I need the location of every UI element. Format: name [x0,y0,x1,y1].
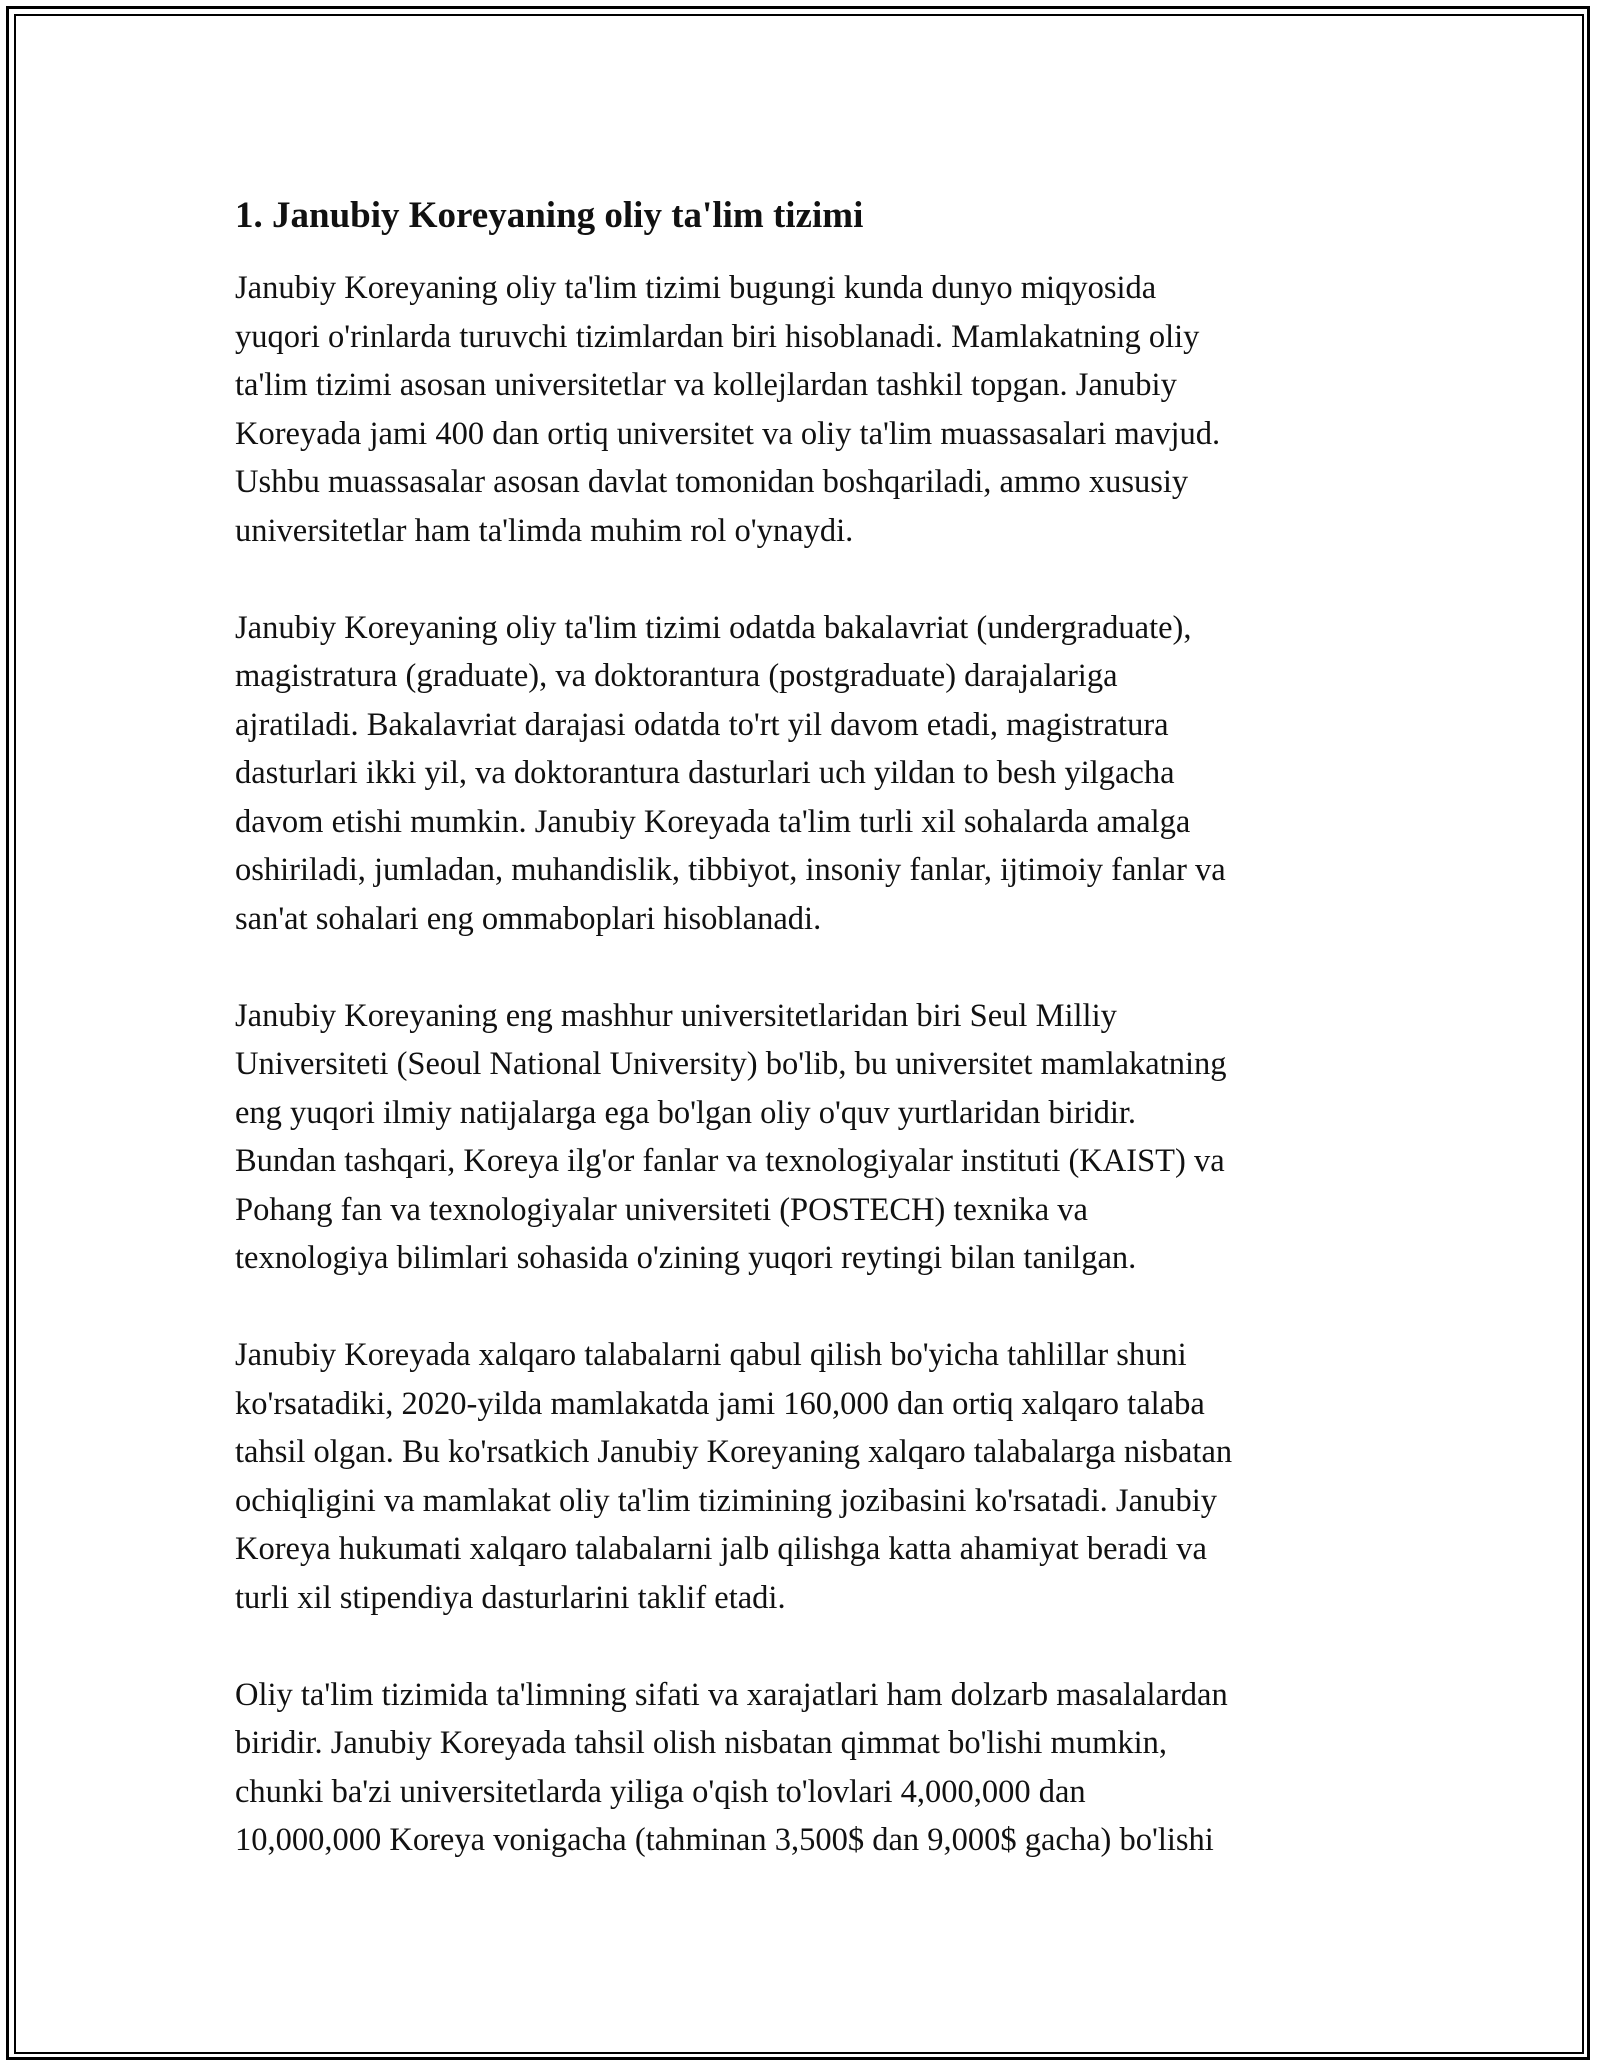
text-line: tahsil olgan. Bu ko'rsatkich Janubiy Koreyaning xalqaro talabalarga nisbatan [235,1434,1233,1470]
text-line: Universiteti (Seoul National University) bo'lib, bu universitet mamlakatning [235,1046,1227,1082]
text-line: san'at sohalari eng ommaboplari hisoblanadi. [235,900,822,937]
paragraph-4 [235,1331,1375,1622]
text-line: universitetlar ham ta'limda muhim rol o'ynaydi. [235,512,854,549]
text-line: biridir. Janubiy Koreyada tahsil olish nisbatan qimmat bo'lishi mumkin, [235,1725,1168,1761]
text-line: Janubiy Koreyaning oliy ta'lim tizimi bugungi kunda dunyo miqyosida [235,270,1157,306]
text-line: eng yuqori ilmiy natijalarga ega bo'lgan oliy o'quv yurtlaridan biridir. [235,1094,1137,1131]
text-line: yuqori o'rinlarda turuvchi tizimlardan biri hisoblanadi. Mamlakatning oliy [235,318,1200,355]
text-line: ta'lim tizimi asosan universitetlar va kollejlardan tashkil topgan. Janubiy [235,367,1177,403]
text-line: Janubiy Koreyada xalqaro talabalarni qabul qilish bo'yicha tahlillar shuni [235,1337,1187,1373]
text-line: Koreyada jami 400 dan ortiq universitet va oliy ta'lim muassasalari mavjud. [235,415,1221,452]
text-line: ko'rsatadiki, 2020-yilda mamlakatda jami 160,000 dan ortiq xalqaro talaba [235,1385,1205,1422]
text-line: Janubiy Koreyaning eng mashhur universitetlaridan biri Seul Milliy [235,997,1117,1034]
text-line: Janubiy Koreyaning oliy ta'lim tizimi odatda bakalavriat (undergraduate), [235,609,1192,646]
paragraph-2 [235,604,1375,944]
text-line: magistratura (graduate), va doktorantura (postgraduate) darajalariga [235,658,1118,694]
paragraph-5 [235,1671,1375,1865]
section-heading: 1. Janubiy Koreyaning oliy ta'lim tizimi [235,195,864,236]
document-body [235,188,1375,1913]
text-line: ajratiladi. Bakalavriat darajasi odatda to'rt yil davom etadi, magistratura [235,706,1169,743]
paragraph-3 [235,992,1375,1283]
text-line: texnologiya bilimlari sohasida o'zining yuqori reytingi bilan tanilgan. [235,1240,1137,1276]
text-line: oshiriladi, jumladan, muhandislik, tibbiyot, insoniy fanlar, ijtimoiy fanlar va [235,852,1226,888]
text-line: Ushbu muassasalar asosan davlat tomonidan boshqariladi, ammo xususiy [235,464,1189,500]
text-line: dasturlari ikki yil, va doktorantura dasturlari uch yildan to besh yilgacha [235,755,1175,791]
text-line: Pohang fan va texnologiyalar universiteti (POSTECH) texnika va [235,1191,1088,1228]
text-line: chunki ba'zi universitetlarda yiliga o'qish to'lovlari 4,000,000 dan [235,1773,1086,1810]
text-line: davom etishi mumkin. Janubiy Koreyada ta'lim turli xil sohalarda amalga [235,803,1191,840]
text-line: Koreya hukumati xalqaro talabalarni jalb qilishga katta ahamiyat beradi va [235,1531,1207,1567]
text-line: Oliy ta'lim tizimida ta'limning sifati va xarajatlari ham dolzarb masalalardan [235,1676,1228,1713]
text-line: ochiqligini va mamlakat oliy ta'lim tizimining jozibasini ko'rsatadi. Janubiy [235,1482,1218,1519]
text-line: Bundan tashqari, Koreya ilg'or fanlar va texnologiyalar instituti (KAIST) va [235,1143,1225,1179]
paragraph-1 [235,264,1375,555]
text-line: turli xil stipendiya dasturlarini taklif etadi. [235,1579,786,1616]
text-line: 10,000,000 Koreya vonigacha (tahminan 3,500$ dan 9,000$ gacha) bo'lishi [235,1822,1214,1858]
